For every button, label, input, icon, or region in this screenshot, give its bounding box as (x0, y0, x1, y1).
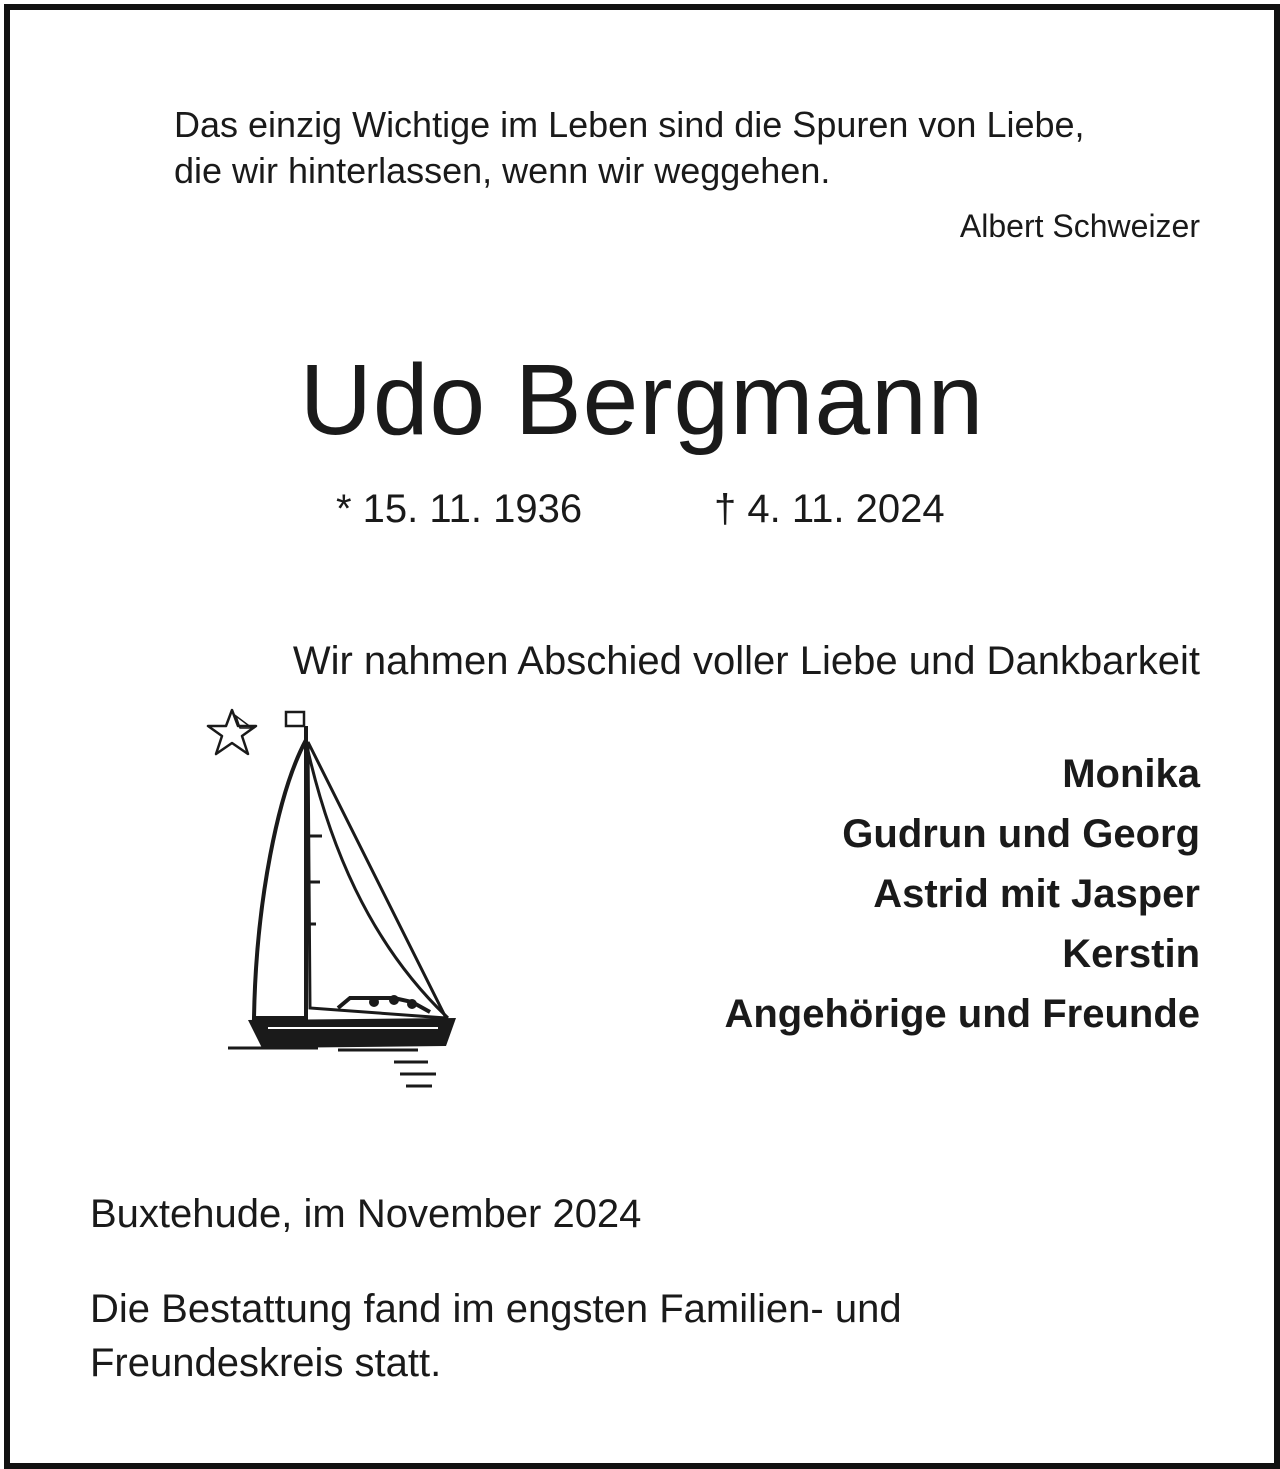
mourner-name: Gudrun und Georg (842, 812, 1200, 856)
death-date: † 4. 11. 2024 (714, 487, 945, 531)
place-and-date: Buxtehude, im November 2024 (90, 1192, 642, 1236)
funeral-note-line-2: Freundeskreis statt. (90, 1341, 442, 1385)
mourner-name: Angehörige und Freunde (724, 992, 1200, 1036)
mourner-name: Kerstin (1062, 932, 1200, 976)
mourner-name: Monika (1062, 752, 1200, 796)
birth-date: * 15. 11. 1936 (336, 487, 583, 531)
quote-line-1: Das einzig Wichtige im Leben sind die Spuren von Liebe, (174, 104, 1085, 145)
mourners-list (724, 744, 1200, 1044)
star-icon (208, 710, 256, 754)
obituary-notice (4, 4, 1280, 1469)
sailboat-icon (198, 702, 468, 1102)
mourner-name: Astrid mit Jasper (873, 872, 1200, 916)
farewell-line: Wir nahmen Abschied voller Liebe und Dankbarkeit (292, 639, 1200, 683)
quote-author: Albert Schweizer (959, 208, 1200, 244)
quote-line-2: die wir hinterlassen, wenn wir weggehen. (174, 150, 831, 191)
quote (174, 102, 1085, 194)
deceased-name: Udo Bergmann (299, 344, 985, 456)
funeral-note-line-1: Die Bestattung fand im engsten Familien- und (90, 1287, 902, 1331)
funeral-note (90, 1282, 902, 1390)
